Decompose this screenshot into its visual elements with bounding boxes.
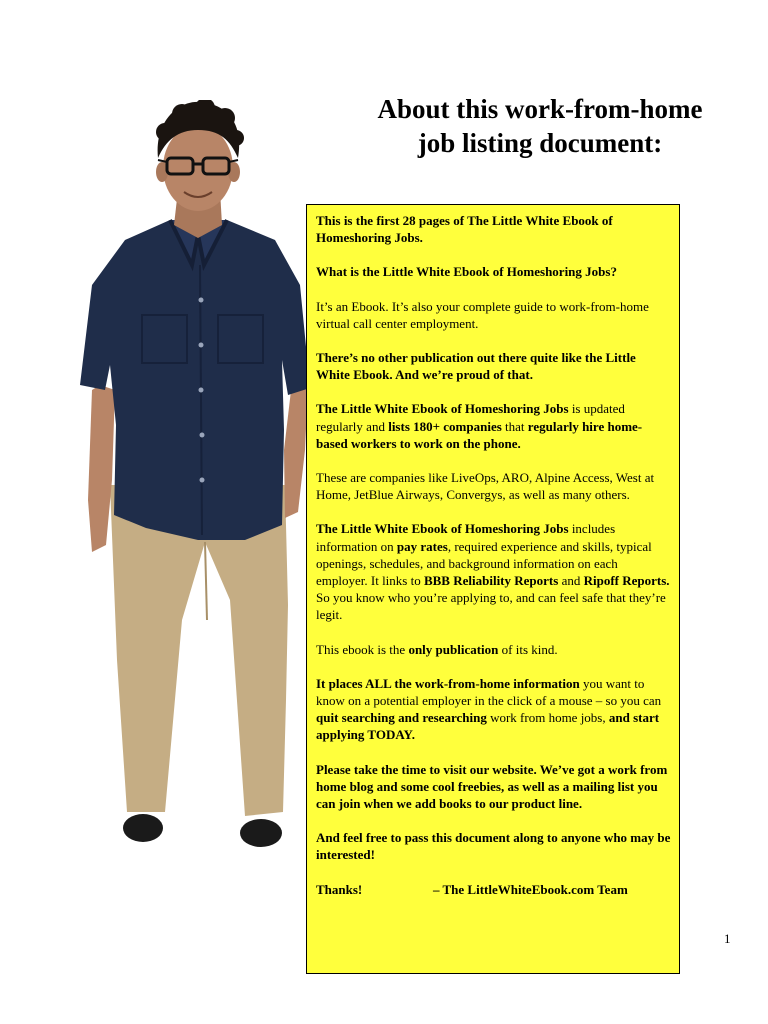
right-shoe <box>240 819 282 847</box>
companies-paragraph: These are companies like LiveOps, ARO, Alpine Access, West at Home, JetBlue Airways, Convergys, as well as many others. <box>316 470 655 503</box>
left-shoe <box>123 814 163 842</box>
only-publication-paragraph: This ebook is the only publication of its kind. <box>316 641 558 657</box>
team-text: – The LittleWhiteEbook.com Team <box>433 881 628 897</box>
document-title <box>340 92 740 160</box>
right-arm <box>284 382 308 518</box>
thanks-text: Thanks! <box>316 881 363 897</box>
includes-paragraph: The Little White Ebook of Homeshoring Jobs includes information on pay rates, required experience and skills, typical openings, schedules, and background information on each employer. It links to BBB Reliability Reports and Ripoff Reports. So you know who you’re applying to, and can feel safe that they’re legit. <box>316 521 670 623</box>
title-line-1: About this work-from-home <box>377 94 703 124</box>
left-arm <box>88 385 115 552</box>
ebook-description: It’s an Ebook. It’s also your complete guide to work-from-home virtual call center employment. <box>316 298 649 331</box>
question-heading: What is the Little White Ebook of Homeshoring Jobs? <box>316 264 617 280</box>
face <box>163 125 233 211</box>
title-line-2: job listing document: <box>417 128 663 158</box>
page-number: 1 <box>724 931 731 946</box>
all-info-paragraph: It places ALL the work-from-home information you want to know on a potential employer in the click of a mouse – so you can quit searching and researching work from home jobs, and start applying TODAY. <box>316 675 662 743</box>
signature <box>316 881 671 898</box>
website-paragraph: Please take the time to visit our website. We’ve got a work from home blog and some cool freebies, as well as a mailing list you can join when we add books to our product line. <box>316 761 668 812</box>
intro-paragraph: This is the first 28 pages of The Little White Ebook of Homeshoring Jobs. <box>316 213 613 246</box>
update-paragraph: The Little White Ebook of Homeshoring Jobs is updated regularly and lists 180+ companies that regularly hire home-based workers to work on the phone. <box>316 401 643 451</box>
unique-statement: There’s no other publication out there quite like the Little White Ebook. And we’re proud of that. <box>316 350 636 383</box>
share-paragraph: And feel free to pass this document along to anyone who may be interested! <box>316 830 671 863</box>
man-illustration <box>70 100 320 860</box>
info-box <box>306 204 680 974</box>
